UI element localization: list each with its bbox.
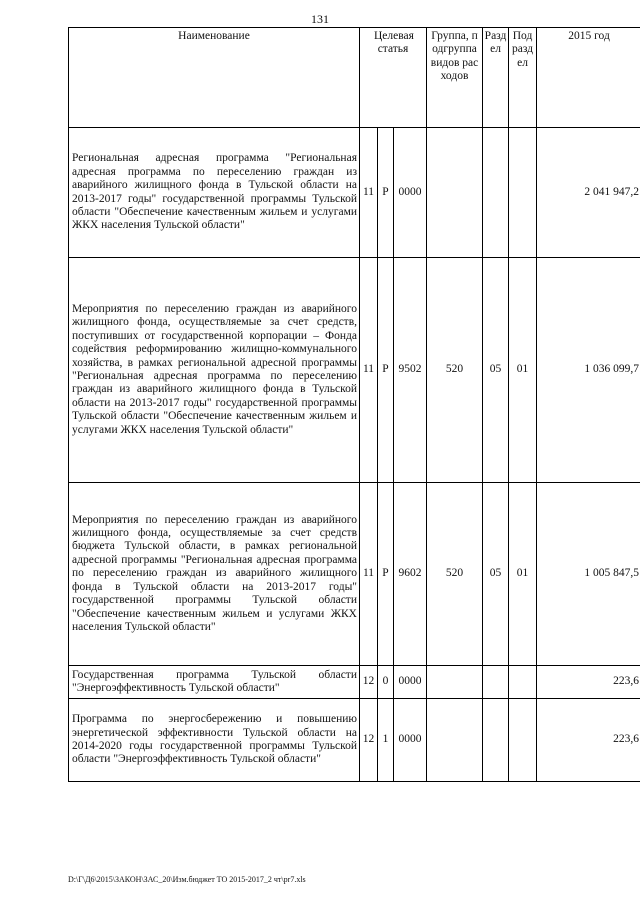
section-cell [483,666,509,699]
target-part2: 1 [378,699,394,782]
table-row [69,666,640,699]
target-part1: 11 [360,483,378,666]
target-part3: 0000 [394,128,427,258]
target-part3: 0000 [394,666,427,699]
target-part1: 12 [360,699,378,782]
header-name: Наименование [69,28,360,128]
table-row [69,128,640,258]
target-part1: 11 [360,258,378,483]
amount-cell: 1 005 847,5 [537,483,640,666]
target-part2: Р [378,483,394,666]
target-part3: 9502 [394,258,427,483]
subsection-cell [509,666,537,699]
group-cell [427,666,483,699]
section-cell: 05 [483,258,509,483]
amount-cell: 223,6 [537,666,640,699]
row-name: Государственная программа Тульской области "Энергоэффективность Тульской области" [69,666,360,699]
row-name: Региональная адресная программа "Региональная адресная программа по переселению граждан из аварийного жилищного фонда в Тульской области на 2013-2017 годы" государственной программы Тульской области "Обеспечение качественным жильем и услугами ЖКХ населения Тульской области" [69,128,360,258]
group-cell: 520 [427,258,483,483]
group-cell [427,128,483,258]
group-cell [427,699,483,782]
group-cell: 520 [427,483,483,666]
table-row [69,483,640,666]
page-number: 131 [311,12,329,26]
target-part2: Р [378,128,394,258]
row-name: Программа по энергосбережению и повышению энергетической эффективности Тульской области на 2014-2020 годы государственной программы Тульской области "Энергоэффективность Тульской области" [69,699,360,782]
header-section: Раздел [483,28,509,128]
section-cell [483,128,509,258]
target-part2: 0 [378,666,394,699]
amount-cell: 1 036 099,7 [537,258,640,483]
section-cell [483,699,509,782]
table-row [69,258,640,483]
header-group: Группа, подгруппа видов расходов [427,28,483,128]
subsection-cell [509,699,537,782]
subsection-cell: 01 [509,483,537,666]
table-row [69,699,640,782]
section-cell: 05 [483,483,509,666]
target-part2: Р [378,258,394,483]
target-part3: 0000 [394,699,427,782]
row-name: Мероприятия по переселению граждан из аварийного жилищного фонда, осуществляемые за счет средств бюджета Тульской области, в рамках региональной адресной программы "Региональная адресная программа по переселению граждан из аварийного жилищного фонда в Тульской области на 2013-2017 годы" государственной программы Тульской области "Обеспечение качественным жильем и услугами ЖКХ населения Тульской области" [69,483,360,666]
subsection-cell [509,128,537,258]
subsection-cell: 01 [509,258,537,483]
header-year: 2015 год [537,28,640,128]
amount-cell: 223,6 [537,699,640,782]
target-part1: 11 [360,128,378,258]
header-subsection: Подраздел [509,28,537,128]
file-path-footer: D:\Г\Д6\2015\ЗАКОН\ЗАС_20\Изм.бюджет ТО 2015-2017_2 чт\pr7.xls [68,875,306,884]
amount-cell: 2 041 947,2 [537,128,640,258]
header-target: Целевая статья [360,28,427,128]
target-part1: 12 [360,666,378,699]
row-name: Мероприятия по переселению граждан из аварийного жилищного фонда, осуществляемые за счет средств, поступивших от государственной корпорации – Фонда содействия реформированию жилищно-коммунального хозяйства, в рамках региональной адресной программы "Региональная адресная программа по переселению граждан из аварийного жилищного фонда в Тульской области на 2013-2017 годы" государственной программы Тульской области "Обеспечение качественным жильем и услугами ЖКХ населения Тульской области" [69,258,360,483]
budget-table [68,27,640,782]
target-part3: 9602 [394,483,427,666]
